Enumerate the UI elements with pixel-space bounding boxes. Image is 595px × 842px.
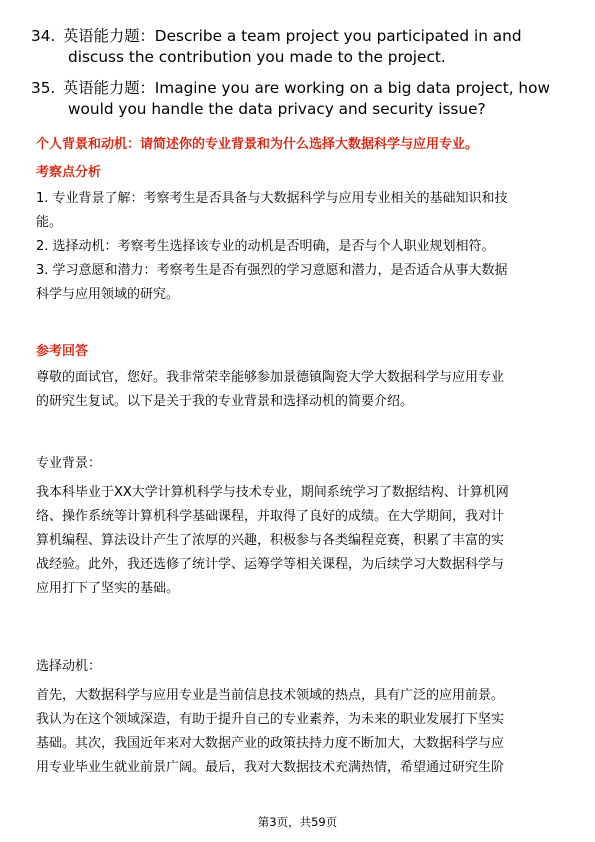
page-number: 第3页，共59页 [257,815,338,829]
background-paragraph [36,481,566,601]
answer-intro [36,366,566,414]
intro-line: 的研究生复试。以下是关于我的专业背景和选择动机的简要介绍。 [36,394,414,409]
analysis-item-line: 1. 专业背景了解：考察考生是否具备与大数据科学与应用专业相关的基础知识和技 [36,191,508,206]
motivation-line: 基础。其次，我国近年来对大数据产业的政策扶持力度不断加大，大数据科学与应 [36,736,505,751]
motivation-line: 用专业毕业生就业前景广阔。最后，我对大数据技术充满热情，希望通过研究生阶 [36,760,505,775]
question-35 [31,78,571,120]
question-prefix: 英语能力题： [63,79,155,97]
background-line: 应用打下了坚实的基础。 [36,581,180,596]
analysis-item [36,259,566,307]
background-line: 战经验。此外，我还选修了统计学、运筹学等相关课程，为后续学习大数据科学与 [36,557,505,572]
question-number: 34. [31,27,56,45]
motivation-line: 我认为在这个领域深造，有助于提升自己的专业素养，为未来的职业发展打下坚实 [36,712,505,727]
background-title: 专业背景： [36,456,102,471]
motivation-line: 首先，大数据科学与应用专业是当前信息技术领域的热点，具有广泛的应用前景。 [36,688,505,703]
background-line: 络、操作系统等计算机科学基础课程，并取得了良好的成绩。在大学期间，我对计 [36,509,505,524]
question-text-line1: Describe a team project you participated in and [154,27,522,45]
analysis-item-line: 能。 [36,215,63,230]
background-line: 我本科毕业于XX大学计算机科学与技术专业，期间系统学习了数据结构、计算机网 [36,485,509,500]
question-text-line2: would you handle the data privacy and security issue? [68,100,486,118]
motivation-paragraph [36,684,566,780]
analysis-heading: 考察点分析 [36,165,102,180]
background-line: 算机编程、算法设计产生了浓厚的兴趣，积极参与各类编程竞赛，积累了丰富的实 [36,533,505,548]
question-34 [31,26,571,68]
analysis-item-line: 科学与应用领域的研究。 [36,287,180,302]
question-prefix: 英语能力题： [63,27,155,45]
question-text-line2: discuss the contribution you made to the project. [68,48,446,66]
analysis-list [36,187,566,307]
question-number: 35. [31,79,56,97]
analysis-item-line: 2. 选择动机：考察考生选择该专业的动机是否明确，是否与个人职业规划相符。 [36,239,495,254]
question-text-line1: Imagine you are working on a big data project, how [154,79,550,97]
analysis-item [36,187,566,235]
analysis-item [36,235,566,259]
intro-line: 尊敬的面试官，您好。我非常荣幸能够参加景德镇陶瓷大学大数据科学与应用专业 [36,370,505,385]
answer-heading: 参考回答 [36,344,89,359]
analysis-item-line: 3. 学习意愿和潜力：考察考生是否有强烈的学习意愿和潜力，是否适合从事大数据 [36,263,508,278]
main-question: 个人背景和动机：请简述你的专业背景和为什么选择大数据科学与应用专业。 [36,137,479,152]
motivation-title: 选择动机： [36,659,102,674]
